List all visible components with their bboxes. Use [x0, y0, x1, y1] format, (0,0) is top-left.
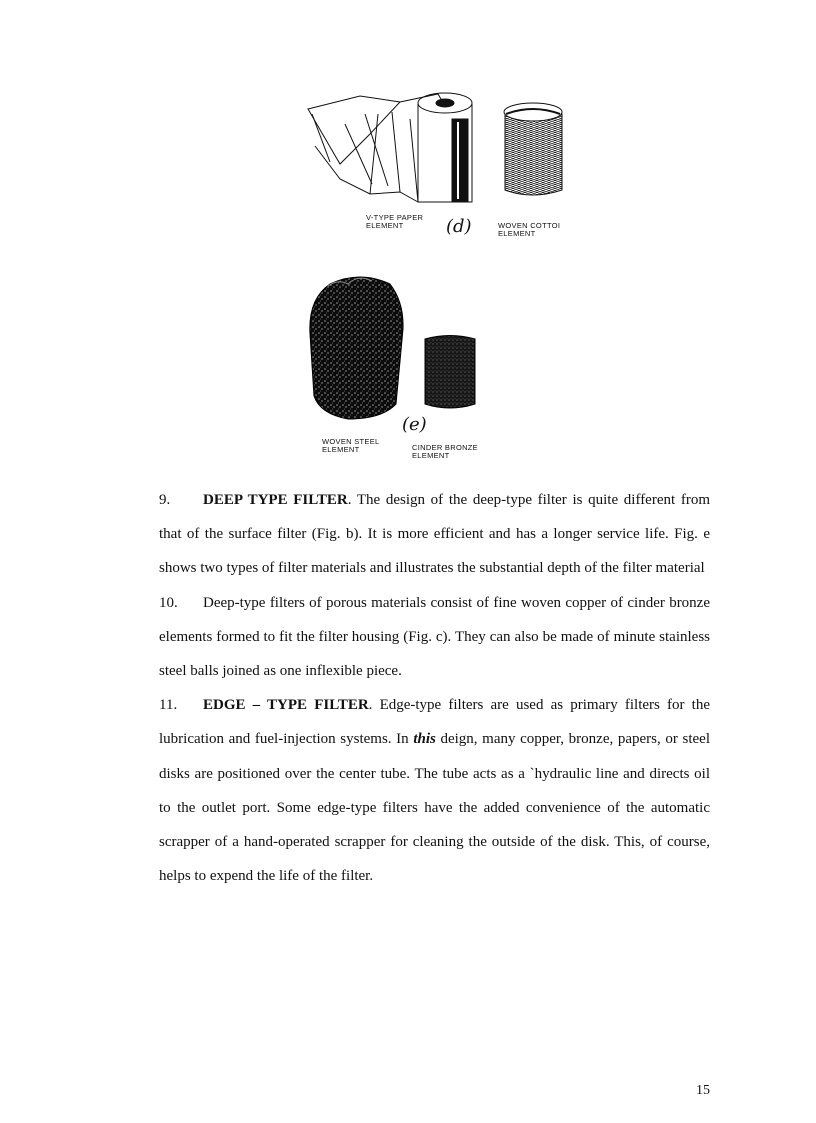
body-text: [159, 483, 710, 893]
filter-elements-figure: [300, 74, 565, 466]
woven-steel-element: [310, 277, 403, 419]
caption-woven-steel: WOVEN STEEL ELEMENT: [322, 437, 380, 454]
caption-woven-cotton: WOVEN COTTOI ELEMENT: [498, 221, 561, 238]
woven-cotton-element: [504, 103, 562, 195]
figure-mark-d: (d): [446, 216, 472, 237]
paragraph-number: 9.: [159, 492, 171, 508]
paragraph-text-continued: deign, many copper, bronze, papers, or steel disks are positioned over the center tube. The tube acts as a `hydraulic line and directs oil to the outlet port. Some edge-type filters have the added convenience of the automatic scrapper of a hand-operated scrapper for cleaning the outside of the disk. This, of course, helps to expend the life of the filter.: [159, 731, 710, 885]
section-heading: DEEP TYPE FILTER: [203, 492, 348, 508]
paragraph-9: [159, 483, 710, 586]
paragraph-10: [159, 586, 710, 689]
paragraph-number: 11.: [159, 697, 178, 714]
paragraph-text: Deep-type filters of porous materials consist of fine woven copper of cinder bronze elements formed to fit the filter housing (Fig. c). They can also be made of minute stainless steel balls joined as one inflexible piece.: [159, 594, 710, 680]
figure-mark-e: (e): [402, 414, 427, 435]
caption-cinder-bronze: CINDER BRONZE ELEMENT: [412, 443, 478, 460]
v-type-paper-element: [308, 93, 472, 202]
cinder-bronze-element: [425, 336, 475, 409]
section-heading: EDGE – TYPE FILTER: [203, 697, 369, 714]
page-number: 15: [696, 1083, 710, 1098]
caption-v-type-paper: V-TYPE PAPER ELEMENT: [366, 213, 424, 230]
paragraph-number: 10.: [159, 594, 178, 611]
filter-elements-illustration: [300, 74, 565, 466]
paragraph-text: . Edge-type filters are used as primary filters for the lubrication and fuel-injection systems. In: [159, 697, 710, 748]
emphasis-word: this: [413, 731, 436, 748]
paragraph-11: [159, 688, 710, 893]
paragraph-text: . The design of the deep-type filter is quite different from that of the surface filter (Fig. b). It is more efficient and has a longer service life. Fig. e shows two types of filter materials and illustrates the substantial depth of the filter material: [159, 492, 710, 577]
